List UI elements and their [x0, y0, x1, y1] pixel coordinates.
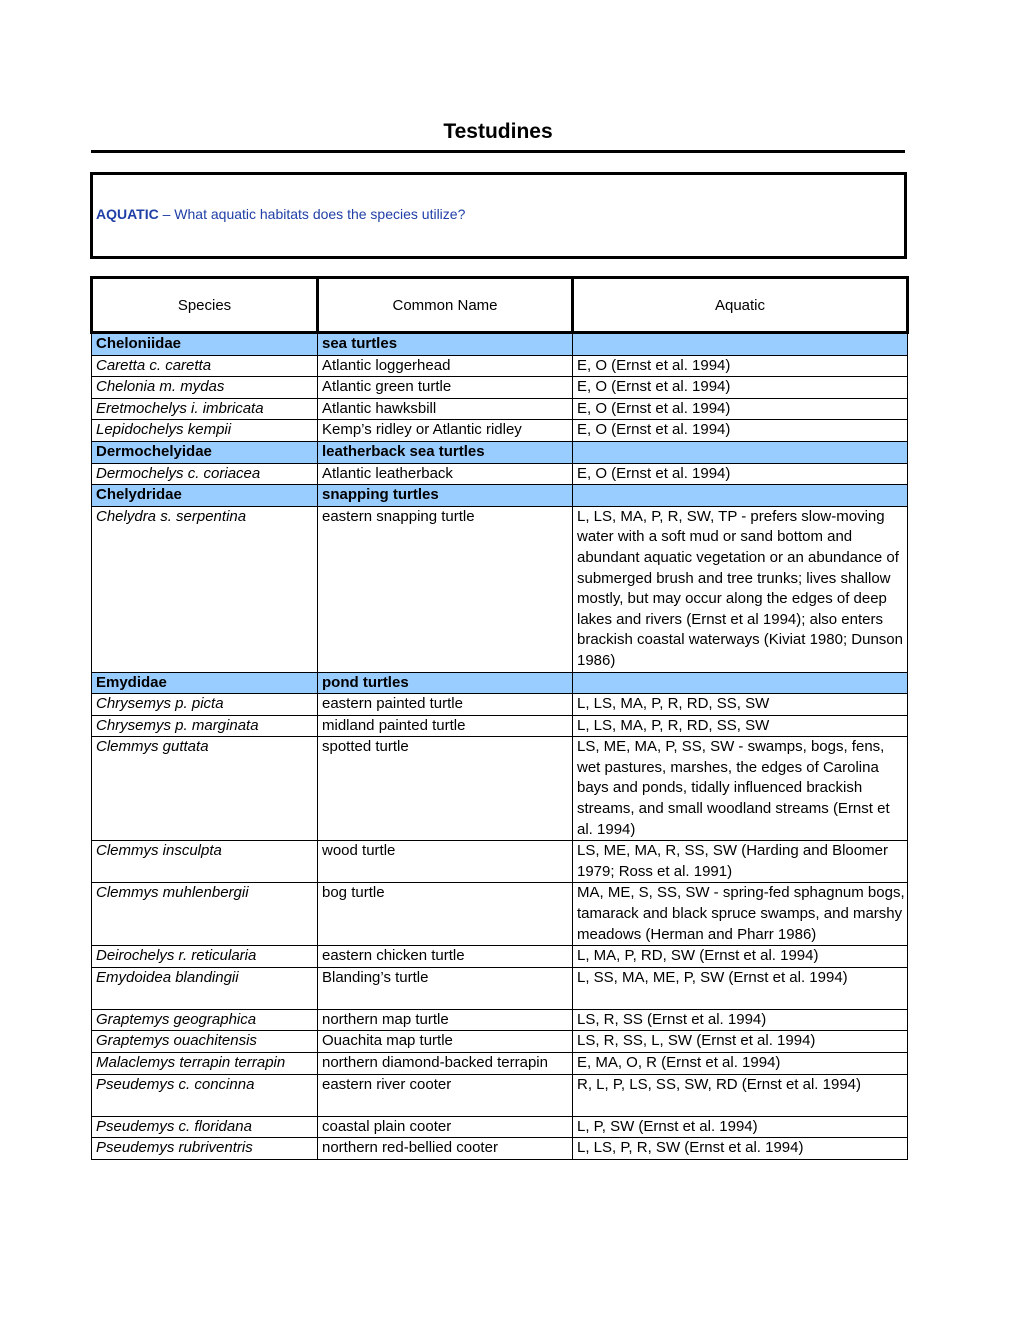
table-row	[92, 1053, 908, 1075]
page-title: Testudines	[443, 120, 553, 143]
table-row	[92, 506, 908, 672]
family-row	[92, 672, 908, 694]
aquatic-cell: L, SS, MA, ME, P, SW (Ernst et al. 1994)	[573, 967, 908, 1009]
table-row	[92, 967, 908, 1009]
header-aquatic: Aquatic	[573, 278, 908, 333]
table-row	[92, 1009, 908, 1031]
table-row	[92, 737, 908, 841]
common-name-cell: midland painted turtle	[318, 715, 573, 737]
aquatic-cell	[573, 485, 908, 507]
table-row	[92, 398, 908, 420]
aquatic-cell	[573, 333, 908, 356]
common-name-cell: eastern chicken turtle	[318, 946, 573, 968]
species-name-cell: Pseudemys c. floridana	[92, 1116, 318, 1138]
species-name-cell: Caretta c. caretta	[92, 355, 318, 377]
table-row	[92, 377, 908, 399]
common-name-cell: northern red-bellied cooter	[318, 1138, 573, 1160]
common-name-cell: coastal plain cooter	[318, 1116, 573, 1138]
header-species: Species	[92, 278, 318, 333]
species-name-cell: Emydoidea blandingii	[92, 967, 318, 1009]
aquatic-cell: E, O (Ernst et al. 1994)	[573, 355, 908, 377]
table-row	[92, 420, 908, 442]
aquatic-cell	[573, 672, 908, 694]
aquatic-cell: E, O (Ernst et al. 1994)	[573, 377, 908, 399]
species-name-cell: Dermochelys c. coriacea	[92, 463, 318, 485]
common-name-cell: eastern painted turtle	[318, 694, 573, 716]
family-name-cell: Dermochelyidae	[92, 441, 318, 463]
aquatic-cell: E, O (Ernst et al. 1994)	[573, 420, 908, 442]
aquatic-cell: LS, ME, MA, P, SS, SW - swamps, bogs, fens, wet pastures, marshes, the edges of Carolina bays and ponds, tidally influenced brackish streams, and small woodland streams (Ernst et al. 1994)	[573, 737, 908, 841]
aquatic-cell: LS, R, SS, L, SW (Ernst et al. 1994)	[573, 1031, 908, 1053]
table-row	[92, 463, 908, 485]
aquatic-cell: E, O (Ernst et al. 1994)	[573, 463, 908, 485]
common-name-cell: spotted turtle	[318, 737, 573, 841]
table-row	[92, 715, 908, 737]
species-name-cell: Pseudemys c. concinna	[92, 1074, 318, 1116]
species-name-cell: Malaclemys terrapin terrapin	[92, 1053, 318, 1075]
aquatic-cell: L, LS, MA, P, R, RD, SS, SW	[573, 694, 908, 716]
table-header-row	[92, 278, 908, 333]
species-name-cell: Eretmochelys i. imbricata	[92, 398, 318, 420]
aquatic-cell: E, MA, O, R (Ernst et al. 1994)	[573, 1053, 908, 1075]
aquatic-cell: L, LS, MA, P, R, RD, SS, SW	[573, 715, 908, 737]
common-name-cell: pond turtles	[318, 672, 573, 694]
common-name-cell: leatherback sea turtles	[318, 441, 573, 463]
common-name-cell: eastern river cooter	[318, 1074, 573, 1116]
table-row	[92, 841, 908, 883]
common-name-cell: Atlantic green turtle	[318, 377, 573, 399]
table-row	[92, 355, 908, 377]
table-row	[92, 946, 908, 968]
aquatic-cell: LS, R, SS (Ernst et al. 1994)	[573, 1009, 908, 1031]
header-common-name: Common Name	[318, 278, 573, 333]
aquatic-cell: E, O (Ernst et al. 1994)	[573, 398, 908, 420]
common-name-cell: Blanding’s turtle	[318, 967, 573, 1009]
species-name-cell: Clemmys insculpta	[92, 841, 318, 883]
common-name-cell: Kemp’s ridley or Atlantic ridley	[318, 420, 573, 442]
family-row	[92, 441, 908, 463]
title-rule	[91, 150, 905, 153]
species-name-cell: Deirochelys r. reticularia	[92, 946, 318, 968]
species-name-cell: Graptemys ouachitensis	[92, 1031, 318, 1053]
aquatic-cell: MA, ME, S, SS, SW - spring-fed sphagnum bogs, tamarack and black spruce swamps, and marshy meadows (Herman and Pharr 1986)	[573, 883, 908, 946]
table-row	[92, 883, 908, 946]
common-name-cell: eastern snapping turtle	[318, 506, 573, 672]
common-name-cell: wood turtle	[318, 841, 573, 883]
species-name-cell: Chelydra s. serpentina	[92, 506, 318, 672]
question-description: – What aquatic habitats does the species utilize?	[158, 206, 466, 222]
species-name-cell: Chrysemys p. picta	[92, 694, 318, 716]
common-name-cell: Atlantic hawksbill	[318, 398, 573, 420]
table-row	[92, 1031, 908, 1053]
aquatic-cell	[573, 441, 908, 463]
table-row	[92, 1138, 908, 1160]
species-name-cell: Lepidochelys kempii	[92, 420, 318, 442]
aquatic-cell: R, L, P, LS, SS, SW, RD (Ernst et al. 1994)	[573, 1074, 908, 1116]
common-name-cell: bog turtle	[318, 883, 573, 946]
common-name-cell: snapping turtles	[318, 485, 573, 507]
common-name-cell: sea turtles	[318, 333, 573, 356]
species-name-cell: Graptemys geographica	[92, 1009, 318, 1031]
question-box	[90, 172, 907, 259]
family-name-cell: Cheloniidae	[92, 333, 318, 356]
family-row	[92, 333, 908, 356]
aquatic-cell: L, LS, P, R, SW (Ernst et al. 1994)	[573, 1138, 908, 1160]
species-name-cell: Clemmys muhlenbergii	[92, 883, 318, 946]
family-name-cell: Chelydridae	[92, 485, 318, 507]
species-name-cell: Clemmys guttata	[92, 737, 318, 841]
species-name-cell: Chrysemys p. marginata	[92, 715, 318, 737]
aquatic-cell: L, P, SW (Ernst et al. 1994)	[573, 1116, 908, 1138]
question-label: AQUATIC	[96, 206, 159, 222]
table-row	[92, 1116, 908, 1138]
species-name-cell: Chelonia m. mydas	[92, 377, 318, 399]
common-name-cell: northern map turtle	[318, 1009, 573, 1031]
aquatic-cell: L, LS, MA, P, R, SW, TP - prefers slow-moving water with a soft mud or sand bottom and abundant aquatic vegetation or an abundance of submerged brush and tree trunks; lives shallow mostly, but may occur along the edges of deep lakes and rivers (Ernst et al 1994); also enters brackish coastal waterways (Kiviat 1980; Dunson 1986)	[573, 506, 908, 672]
species-name-cell: Pseudemys rubriventris	[92, 1138, 318, 1160]
common-name-cell: Ouachita map turtle	[318, 1031, 573, 1053]
family-row	[92, 485, 908, 507]
common-name-cell: northern diamond-backed terrapin	[318, 1053, 573, 1075]
common-name-cell: Atlantic loggerhead	[318, 355, 573, 377]
aquatic-cell: L, MA, P, RD, SW (Ernst et al. 1994)	[573, 946, 908, 968]
family-name-cell: Emydidae	[92, 672, 318, 694]
table-row	[92, 694, 908, 716]
table-row	[92, 1074, 908, 1116]
question-text	[96, 206, 465, 222]
common-name-cell: Atlantic leatherback	[318, 463, 573, 485]
aquatic-cell: LS, ME, MA, R, SS, SW (Harding and Bloomer 1979; Ross et al. 1991)	[573, 841, 908, 883]
species-table	[90, 276, 909, 1160]
